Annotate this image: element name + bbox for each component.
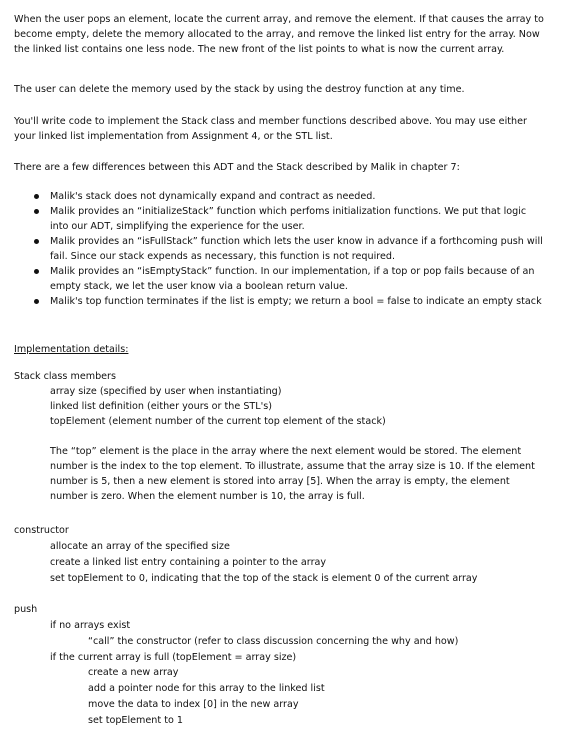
- implement-paragraph: [14, 114, 559, 144]
- bullet-4-line-1: Malik provides an “isEmptyStack” function. In our implementation, if a top or pop fails because of an: [50, 266, 535, 277]
- member-top-element: topElement (element number of the current top element of the stack): [50, 416, 386, 427]
- pop-paragraph: [14, 12, 559, 57]
- differences-line-1: There are a few differences between this ADT and the Stack described by Malik in chapter 7:: [14, 162, 460, 173]
- top-explanation-line-2: number is the index to the top element. To illustrate, assume that the array size is 10. If the element: [50, 461, 535, 472]
- implement-line-2: your linked list implementation from Assignment 4, or the STL list.: [14, 131, 333, 142]
- push-full-step-2: add a pointer node for this array to the linked list: [88, 683, 325, 694]
- destroy-paragraph: [14, 82, 559, 97]
- implementation-heading: Implementation details:: [14, 344, 129, 355]
- member-linked-list: linked list definition (either yours or the STL's): [50, 401, 273, 412]
- bullet-2-line-2: into our ADT, simplifying the experience for the user.: [50, 221, 305, 232]
- list-item: [14, 294, 559, 309]
- list-item: [14, 264, 559, 294]
- pop-line-3: the linked list contains one less node. The new front of the list points to what is now the current array.: [14, 44, 505, 55]
- members-label: Stack class members: [14, 371, 117, 382]
- top-explanation-line-1: The “top” element is the place in the array where the next element would be stored. The element: [50, 446, 522, 457]
- bullet-5-line-1: Malik's top function terminates if the list is empty; we return a bool = false to indicate an empty stack: [50, 296, 542, 307]
- list-item: [14, 234, 559, 264]
- push-call-constructor: “call” the constructor (refer to class discussion concerning the why and how): [88, 636, 459, 647]
- pop-line-1: When the user pops an element, locate the current array, and remove the element. If that causes the array to: [14, 14, 544, 25]
- push-full-step-1: create a new array: [88, 667, 179, 678]
- push-full-step-4: set topElement to 1: [88, 715, 183, 726]
- destroy-line-1: The user can delete the memory used by the stack by using the destroy function at any time.: [14, 84, 465, 95]
- pop-line-2: become empty, delete the memory allocated to the array, and remove the linked list entry for the array. Now: [14, 29, 540, 40]
- top-explanation-line-4: number is zero. When the element number is 10, the array is full.: [50, 491, 365, 502]
- implement-line-1: You'll write code to implement the Stack class and member functions described above. You may use either: [14, 116, 527, 127]
- differences-list: [14, 189, 559, 309]
- bullet-icon: [34, 194, 39, 199]
- constructor-step-2: create a linked list entry containing a pointer to the array: [50, 557, 327, 568]
- bullet-1-line-1: Malik's stack does not dynamically expand and contract as needed.: [50, 191, 376, 202]
- bullet-icon: [34, 209, 39, 214]
- push-if-full: if the current array is full (topElement = array size): [50, 652, 297, 663]
- bullet-icon: [34, 299, 39, 304]
- constructor-label: constructor: [14, 525, 69, 536]
- bullet-icon: [34, 269, 39, 274]
- list-item: [14, 204, 559, 234]
- differences-paragraph: [14, 160, 559, 175]
- constructor-step-3: set topElement to 0, indicating that the top of the stack is element 0 of the current array: [50, 573, 478, 584]
- list-item: [14, 189, 559, 204]
- member-array-size: array size (specified by user when instantiating): [50, 386, 282, 397]
- bullet-3-line-1: Malik provides an “isFullStack” function which lets the user know in advance if a forthcoming push will: [50, 236, 543, 247]
- top-explanation: [50, 444, 550, 504]
- push-if-no-arrays: if no arrays exist: [50, 620, 131, 631]
- push-label: push: [14, 604, 38, 615]
- bullet-icon: [34, 239, 39, 244]
- bullet-2-line-1: Malik provides an “initializeStack” function which perfoms initialization functions. We put that logic: [50, 206, 527, 217]
- bullet-4-line-2: empty stack, we let the user know via a boolean return value.: [50, 281, 348, 292]
- bullet-3-line-2: fail. Since our stack expends as necessary, this function is not required.: [50, 251, 396, 262]
- top-explanation-line-3: number is 5, then a new element is stored into array [5]. When the array is empty, the element: [50, 476, 510, 487]
- constructor-step-1: allocate an array of the specified size: [50, 541, 230, 552]
- push-full-step-3: move the data to index [0] in the new array: [88, 699, 299, 710]
